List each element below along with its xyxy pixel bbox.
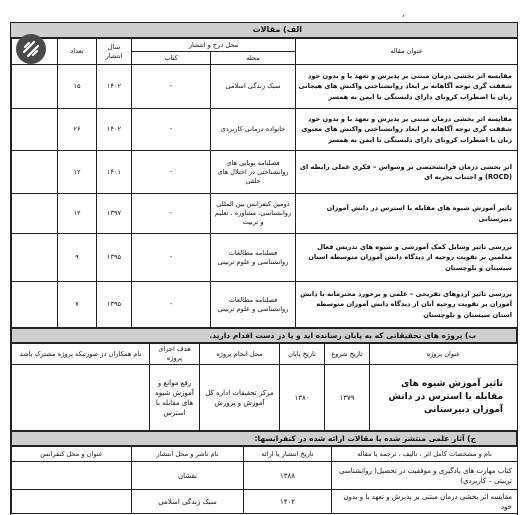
pub-date: ۱۴۰۲ — [244, 490, 332, 514]
table-row — [12, 282, 518, 328]
article-title: مقایسه اثر بخشی درمان مبتنی بر پذیرش و تعهد با و بدون خود شفقت گری توجه آگاهانه بر ابعاد روانشناختی واکنش های معنوی زنان با اضطراب کرونای دارای دلبستگی نا ایمن به همسر — [296, 109, 518, 151]
article-title: تاثیر آموزش شیوه های مقابله با استرس در دانش آموزان دبیرستانی — [296, 194, 518, 234]
table-row — [12, 194, 518, 234]
section-a-title: الف) مقالات — [11, 22, 517, 38]
table-row — [12, 490, 518, 514]
pub-publisher: سبک زندگی اسلامی — [132, 490, 244, 514]
article-year: ۱۳۹۵ — [97, 234, 132, 282]
project-place: مرکز تحقیقات اداره کل آموزش و پرورش — [200, 365, 280, 431]
col-header-venue: محل درج و انتشار — [132, 39, 296, 52]
pub-date: ۱۳۸۸ — [244, 462, 332, 490]
project-colleagues — [12, 365, 150, 431]
article-title: بررسی تاثیر اردوهای تفریحی – علمی و برخورد محترمانه با دانش آموزان بر تقویت روحیه آنان از دیدگاه دانش آموزان متوسطه استان سیستان و بلوچستان — [296, 282, 518, 328]
pub-title: کتاب مهارت های یادگیری و موفقیت در تحصیل( روانشناسی تربیتی – کاربردی) — [332, 462, 518, 490]
pub-publisher: نقشان — [132, 462, 244, 490]
pub-conference — [12, 490, 132, 514]
article-count: ۱۵ — [58, 65, 97, 109]
article-year: ۱۳۹۷ — [97, 194, 132, 234]
article-book: - — [132, 234, 211, 282]
article-journal: سبک زندگی اسلامی — [211, 65, 296, 109]
publications-table — [11, 446, 518, 514]
col-header-colleagues: نام همکاران در صورتیکه پروژه مشترک باشد — [12, 344, 150, 365]
article-book: - — [132, 151, 211, 194]
col-header-journal: مجله — [211, 52, 296, 65]
article-journal: فصلنامه مطالعات روانشناسی و علوم تربیتی — [211, 234, 296, 282]
col-header-date: تاریخ انتشار یا ارائه — [244, 447, 332, 462]
article-count: ۹ — [58, 234, 97, 282]
page-mark: , — [402, 9, 405, 18]
projects-table — [11, 343, 518, 431]
col-header-end: تاریخ پایان — [280, 344, 325, 365]
article-year: ۱۴۰۱ — [97, 151, 132, 194]
article-title: مقایسه اثر بخشی درمان مبتنی بر پذیرش و تعهد با و بدون خود شفقت گری توجه آگاهانه بر ابعاد روانشناختی واکنش های هیجانی زنان با اضطراب کرونای دارای دلبستگی نا ایمن به همسر — [296, 65, 518, 109]
project-title: تاثیر آموزش شیوه های مقابله با استرس در دانش آموزان دبیرستانی — [370, 365, 518, 431]
col-header-book: کتاب — [132, 52, 211, 65]
col-header-title: عنوان مقاله — [296, 39, 518, 65]
article-book: - — [132, 194, 211, 234]
article-title: بررسی تاثیر وسایل کمک آموزشی و شیوه های تدریس فعال معلمین بر تقویت روحیه از دیدگاه دانش آموزان متوسطه استان سیستان و بلوچستان — [296, 234, 518, 282]
project-start: ۱۳۷۹ — [325, 365, 370, 431]
section-b-title: ب) پروژه های تحقیقاتی که به پایان رسانده اید و یا در دست اقدام دارید. — [11, 328, 517, 343]
article-count: ۷ — [58, 282, 97, 328]
article-journal: دومین کنفرانس بین المللی روانشناسی، مشاوره ، تعلیم و تربیت — [211, 194, 296, 234]
article-year: ۱۴۰۲ — [97, 65, 132, 109]
article-count: ۱۲ — [58, 194, 97, 234]
pub-title: مقایسه اثر بخشی درمان مبتنی بر پذیرش و تعهد با و بدون خود — [332, 490, 518, 514]
article-journal: فصلنامه پویایی های روانشناختی در اختلال های خلقی — [211, 151, 296, 194]
table-row — [12, 65, 518, 109]
article-year: ۱۴۰۲ — [97, 109, 132, 151]
col-header-goal: هدف اجرای پروژه — [150, 344, 200, 365]
table-row — [12, 151, 518, 194]
col-header-count: تعداد — [58, 39, 97, 65]
table-row — [12, 462, 518, 490]
project-goal: رفع موانع و آموزش شیوه های مقابله با استرس — [150, 365, 200, 431]
article-count: ۲۶ — [58, 109, 97, 151]
project-end: ۱۳۸۰ — [280, 365, 325, 431]
article-book: - — [132, 65, 211, 109]
col-header-start: تاریخ شروع — [325, 344, 370, 365]
table-row — [12, 365, 518, 431]
col-header-conference: عنوان و محل کنفرانس — [12, 447, 132, 462]
article-journal: خانواده درمانی کاربردی — [211, 109, 296, 151]
table-row — [12, 234, 518, 282]
article-journal: فصلنامه مطالعات روانشناسی و علوم تربیتی — [211, 282, 296, 328]
document-page — [10, 22, 518, 515]
col-header-pub-title: نام و مشخصات کامل اثر ، تالیف ، ترجمه یا مقاله — [332, 447, 518, 462]
article-title: اثر بخشی درمان فراتشخیصی بر وسواس – فکری عملی رابطه ای (ROCD) و اجتناب تجربه ای — [296, 151, 518, 194]
scanner-logo-icon — [16, 34, 46, 64]
pub-conference — [12, 462, 132, 490]
section-c-title: ج) آثار علمی منتشر شده یا مقالات ارائه شده در کنفرانسها: — [11, 431, 517, 446]
table-row — [12, 109, 518, 151]
col-header-project-title: عنوان پروژه — [370, 344, 518, 365]
article-year: ۱۳۹۵ — [97, 282, 132, 328]
col-header-publisher: نام ناشر و محل انتشار — [132, 447, 244, 462]
articles-table — [11, 38, 518, 328]
col-header-place: محل انجام پروژه — [200, 344, 280, 365]
article-count: ۱۲ — [58, 151, 97, 194]
article-book: - — [132, 109, 211, 151]
col-header-year: سال انتشار — [97, 39, 132, 65]
article-book: - — [132, 282, 211, 328]
